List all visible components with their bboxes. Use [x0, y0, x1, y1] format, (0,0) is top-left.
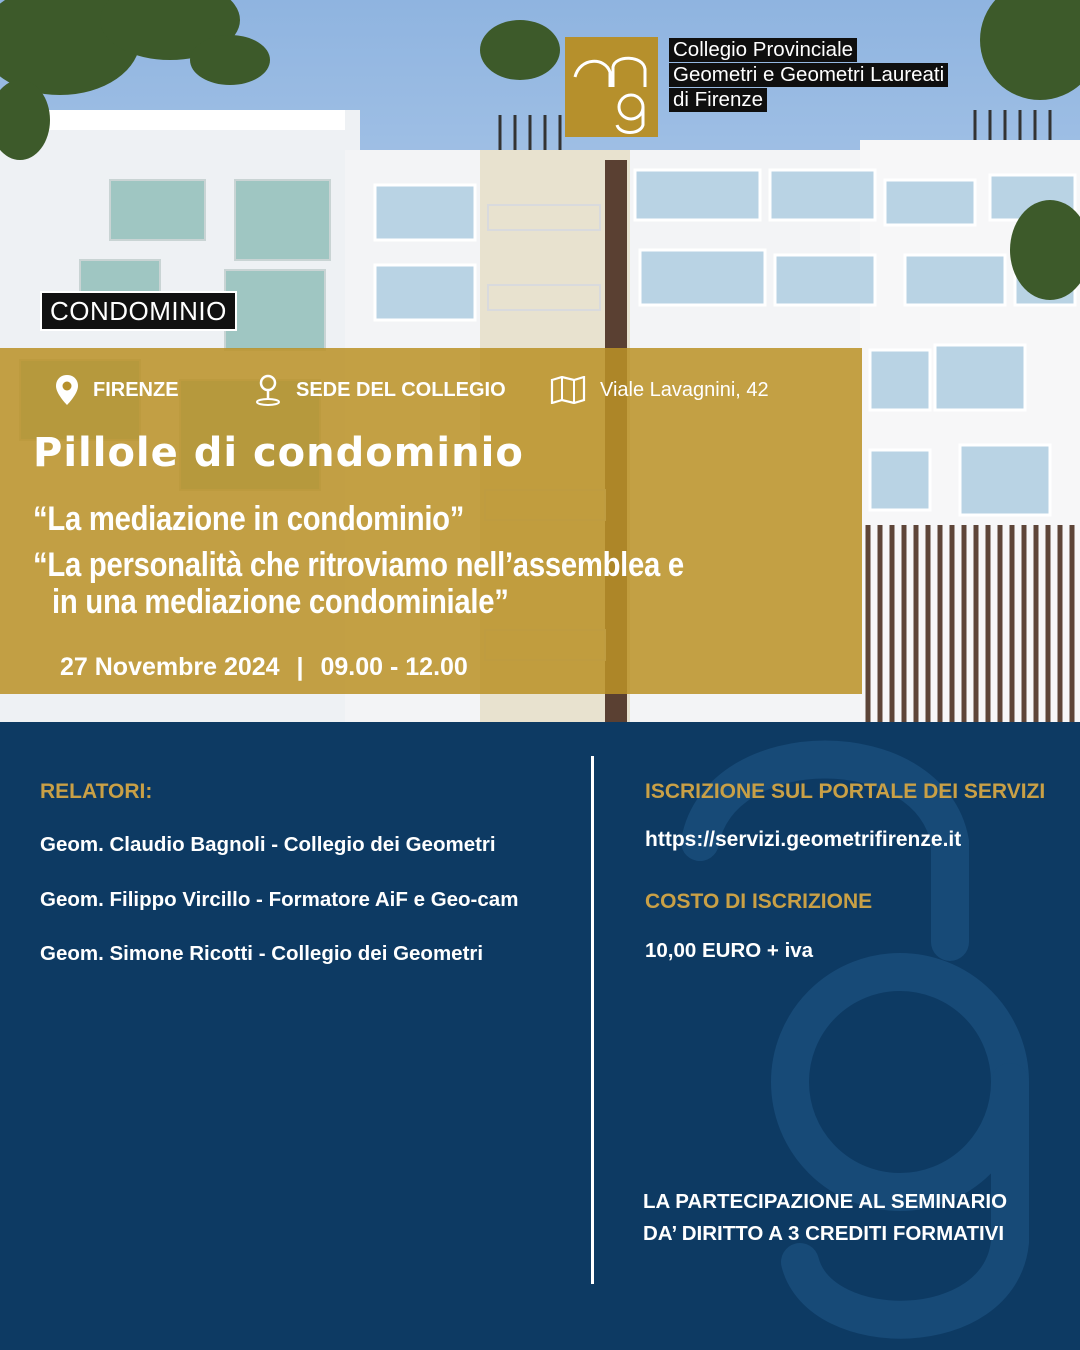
speakers-label: RELATORI:	[40, 780, 153, 803]
date-time-separator: |	[296, 653, 304, 681]
event-datetime	[60, 653, 468, 682]
registration-url[interactable]: https://servizi.geometrifirenze.it	[645, 828, 962, 851]
logo-line-3: di Firenze	[669, 88, 767, 112]
event-subtitle-2b: in una mediazione condominiale”	[52, 583, 509, 621]
logo-line-1: Collegio Provinciale	[669, 38, 857, 62]
registration-label: ISCRIZIONE SUL PORTALE DEI SERVIZI	[645, 780, 1046, 803]
city-text: FIRENZE	[93, 378, 179, 401]
city-info	[55, 373, 179, 407]
map-icon	[550, 376, 586, 404]
event-title: Pillole di condominio	[33, 430, 524, 476]
logo-mark	[565, 37, 658, 137]
event-subtitle-1: “La mediazione in condominio”	[33, 500, 465, 538]
speaker-item: Geom. Claudio Bagnoli - Collegio dei Geometri	[40, 833, 496, 856]
location-pin-icon	[55, 374, 79, 406]
venue-text: SEDE DEL COLLEGIO	[296, 378, 506, 401]
category-tag: CONDOMINIO	[40, 291, 237, 331]
logo-watermark-icon	[600, 722, 1080, 1350]
event-subtitle-2a: “La personalità che ritroviamo nell’assemblea e	[33, 546, 684, 584]
details-panel	[0, 722, 1080, 1350]
logo-line-2: Geometri e Geometri Laureati	[669, 63, 948, 87]
event-date: 27 Novembre 2024	[60, 653, 280, 681]
address-text: Viale Lavagnini, 42	[600, 378, 769, 401]
speaker-item: Geom. Filippo Vircillo - Formatore AiF e Geo-cam	[40, 888, 519, 911]
college-logo	[565, 37, 1015, 137]
cost-value: 10,00 EURO + iva	[645, 939, 814, 962]
map-marker-icon	[254, 374, 282, 406]
event-time: 09.00 - 12.00	[320, 653, 468, 681]
credits-line-2: DA’ DIRITTO A 3 CREDITI FORMATIVI	[643, 1222, 1005, 1245]
cost-label: COSTO DI ISCRIZIONE	[645, 890, 873, 913]
address-info	[550, 373, 769, 407]
column-divider	[591, 756, 594, 1284]
venue-info	[254, 373, 506, 407]
speaker-item: Geom. Simone Ricotti - Collegio dei Geometri	[40, 942, 484, 965]
cgf-monogram-icon	[565, 37, 658, 137]
credits-line-1: LA PARTECIPAZIONE AL SEMINARIO	[643, 1190, 1008, 1213]
